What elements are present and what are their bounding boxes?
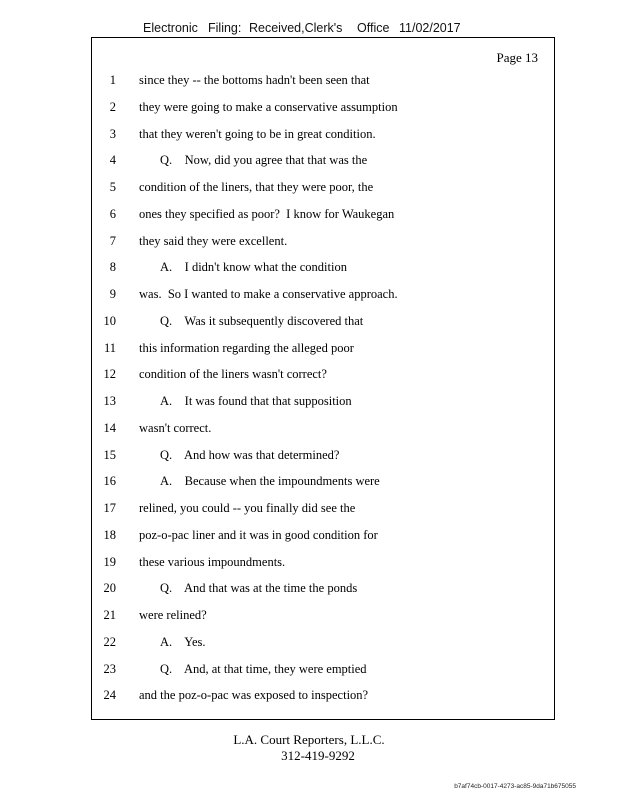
line-text: they were going to make a conservative assumption [139,99,398,114]
transcript-line [0,207,618,225]
line-number: 2 [109,99,116,114]
transcript-line [0,367,618,385]
transcript-line [0,581,618,599]
line-number: 15 [103,447,116,462]
line-text: and the poz-o-pac was exposed to inspection? [139,688,369,703]
transcript-line [0,528,618,546]
line-number: 11 [103,340,116,355]
line-text: ones they specified as poor? I know for Waukegan [139,206,395,221]
line-number: 14 [103,420,116,435]
transcript-line [0,180,618,198]
line-text: A. It was found that that supposition [160,394,352,408]
line-text: condition of the liners wasn't correct? [139,367,327,382]
line-number: 7 [109,233,116,248]
line-number: 12 [103,367,116,382]
line-text: was. So I wanted to make a conservative approach. [139,287,398,301]
line-text: that they weren't going to be in great condition. [139,126,376,141]
line-number: 22 [103,634,116,649]
document-hash: b7af74cb-0017-4273-ac85-9da71b675055 [454,783,576,790]
line-number: 17 [103,501,116,515]
line-text: these various impoundments. [139,554,286,569]
transcript-line [0,314,618,332]
line-text: condition of the liners, that they were poor, the [139,180,374,194]
line-text: relined, you could -- you finally did see the [139,501,356,515]
line-text: Q. And how was that determined? [160,447,340,462]
transcript-line [0,448,618,466]
stamp-filing: Filing: [208,21,242,35]
line-number: 24 [103,688,116,703]
transcript-line [0,501,618,519]
stamp-office: Office [357,21,390,35]
line-number: 3 [109,126,116,141]
line-text: they said they were excellent. [139,233,288,248]
line-text: A. Yes. [160,634,206,649]
transcript-line [0,608,618,626]
stamp-received: Received,Clerk's [249,21,343,35]
transcript-line [0,260,618,278]
line-text: poz-o-pac liner and it was in good condition for [139,527,378,542]
line-number: 4 [109,153,116,168]
transcript-line [0,421,618,439]
line-number: 23 [103,661,116,676]
transcript-line [0,688,618,706]
line-number: 19 [103,554,116,569]
transcript-line [0,100,618,118]
transcript-line [0,662,618,680]
line-number: 21 [103,608,116,622]
page-number: Page 13 [496,50,538,65]
line-text: Q. And, at that time, they were emptied [160,661,367,676]
filing-stamp [0,21,618,37]
transcript-line [0,287,618,305]
line-text: since they -- the bottoms hadn't been seen that [139,73,370,87]
transcript-line [0,234,618,252]
transcript-line [0,153,618,171]
line-number: 9 [109,287,116,301]
line-number: 6 [109,206,116,221]
transcript-line [0,474,618,492]
transcript-line [0,73,618,91]
stamp-date: 11/02/2017 [399,21,461,35]
line-text: were relined? [139,608,207,622]
reporter-phone: 312-419-9292 [281,748,355,763]
line-number: 5 [109,180,116,194]
line-text: Q. Now, did you agree that that was the [160,153,368,168]
transcript-line [0,341,618,359]
stamp-electronic: Electronic [143,21,198,35]
transcript-line [0,127,618,145]
line-number: 1 [109,73,116,87]
transcript-line [0,394,618,412]
reporter-company: L.A. Court Reporters, L.L.C. [233,732,385,747]
line-number: 20 [103,581,116,596]
line-text: A. I didn't know what the condition [160,260,347,275]
line-text: wasn't correct. [139,420,212,435]
line-text: Q. And that was at the time the ponds [160,581,358,596]
line-text: this information regarding the alleged poor [139,340,354,355]
line-number: 8 [109,260,116,275]
line-text: Q. Was it subsequently discovered that [160,313,364,328]
line-number: 10 [103,313,116,328]
transcript-line [0,635,618,653]
transcript-line [0,555,618,573]
footer [0,732,618,764]
line-text: A. Because when the impoundments were [160,474,380,489]
line-number: 13 [103,394,116,408]
line-number: 18 [103,527,116,542]
line-number: 16 [103,474,116,489]
